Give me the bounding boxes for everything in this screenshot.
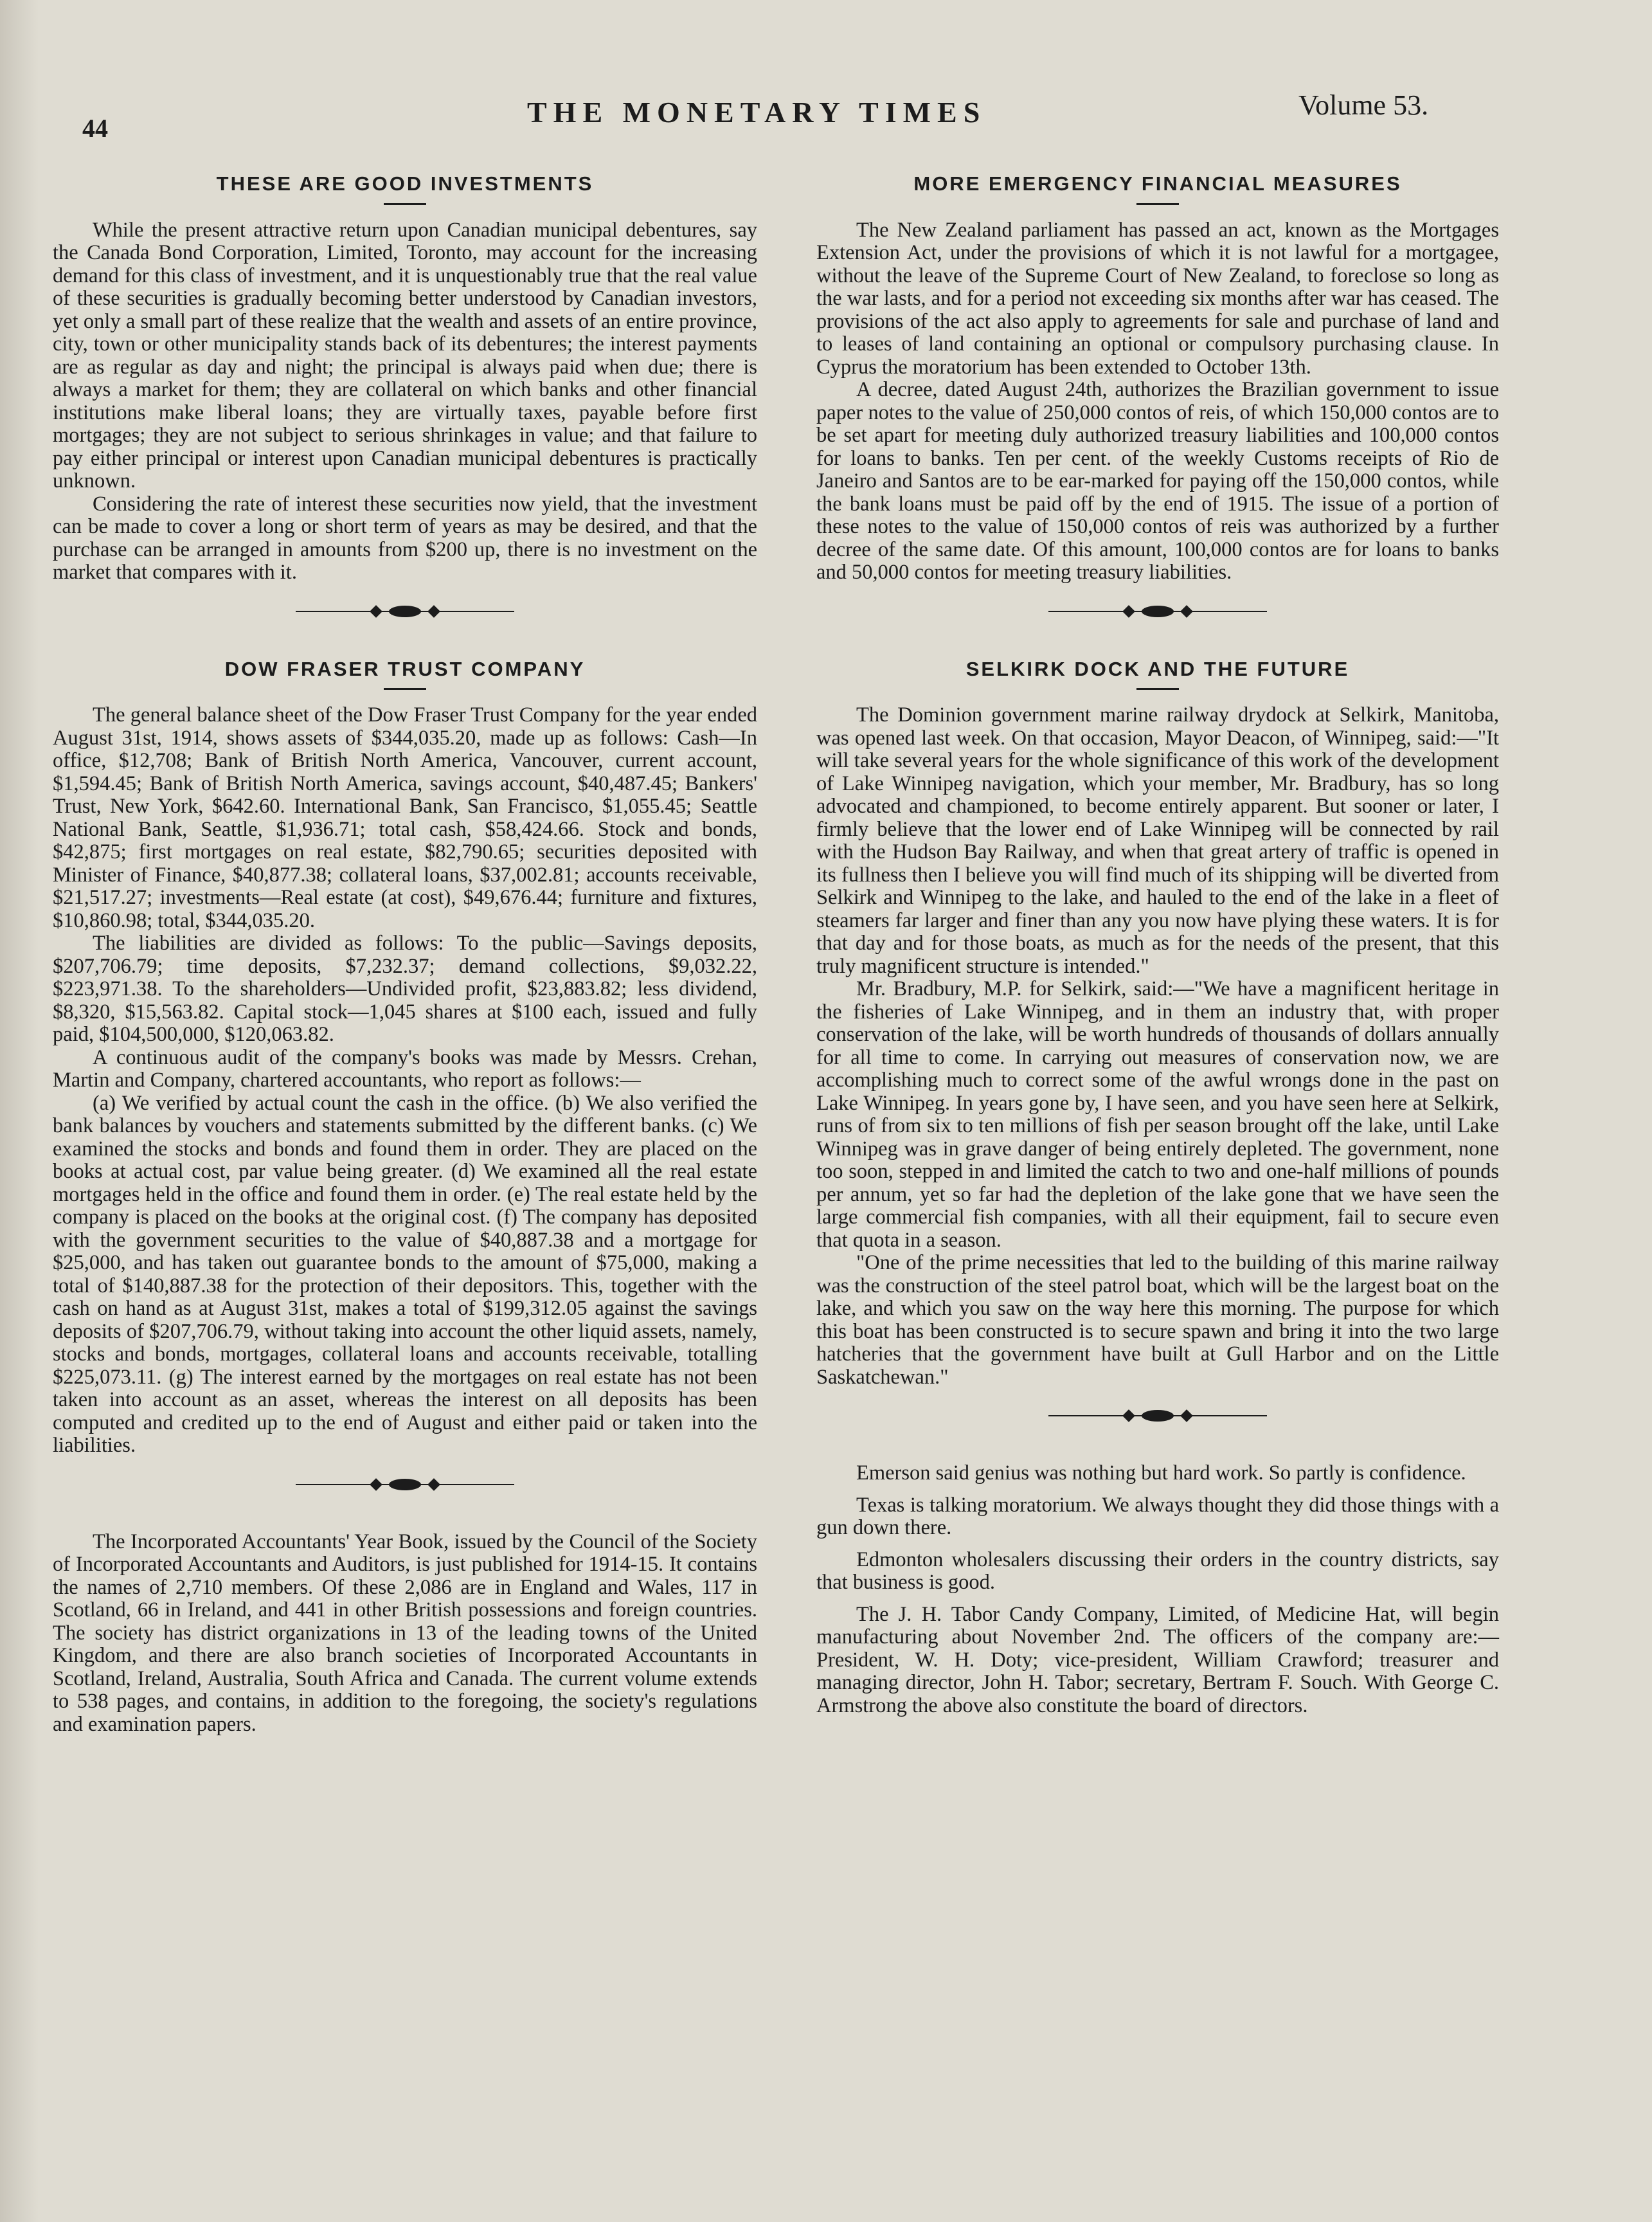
- section-ornament: [1048, 1408, 1267, 1423]
- article-paragraph: The Incorporated Accountants' Year Book, issued by the Council of the Society of Incorporated Accountants and Auditors, is just published for 1914-15. It contains the names of 2,710 members. Of these 2,086 are in England and Wales, 117 in Scotland, 66 in Ireland, and 441 in other British possessions and foreign countries. The society has district organizations in 13 of the leading towns of the United Kingdom, and there are also branch societies of Incorporated Accountants in Scotland, Ireland, Australia, South Africa and Canada. The current volume extends to 538 pages, and contains, in addition to the foregoing, the society's regulations and examination papers.: [53, 1530, 757, 1736]
- article-paragraph: The Dominion government marine railway drydock at Selkirk, Manitoba, was opened last week. On that occasion, Mayor Deacon, of Winnipeg, said:—"It will take several years for the whole significance of this work of the development of Lake Winnipeg navigation, which your member, Mr. Bradbury, has so long advocated and championed, to become entirely apparent. But sooner or later, I firmly believe that the lower end of Lake Winnipeg will be connected by rail with the Hudson Bay Railway, and when that great artery of traffic is opened in its fullness then I believe you will find much of its shipping will be diverted from Selkirk and Winnipeg to the lake, and hauled to the end of the lake in a fleet of steamers far larger and finer than any you now have plying these waters. It is for that day and for those boats, as much as for the needs of the present, that this truly magnificent structure is intended.": [816, 703, 1499, 978]
- note-paragraph: Emerson said genius was nothing but hard work. So partly is confidence.: [856, 1461, 1466, 1485]
- article-paragraph: The general balance sheet of the Dow Fraser Trust Company for the year ended August 31st, 1914, shows assets of $344,035.20, made up as follows: Cash—In office, $12,708; Bank of British North America, Vancouver, current account, $1,594.45; Bank of British North America, savings account, $40,487.45; Bankers' Trust, New York, $642.60. International Bank, San Francisco, $1,055.45; Seattle National Bank, Seattle, $1,936.71; total cash, $58,424.66. Stock and bonds, $42,875; first mortgages on real estate, $82,790.65; securities deposited with Minister of Finance, $40,877.38; collateral loans, $37,002.81; accounts receivable, $21,517.27; investments—Real estate (at cost), $49,676.44; furniture and fixtures, $10,860.98; total, $344,035.20.: [53, 703, 757, 932]
- article-accountants-year-book: [53, 1531, 757, 1737]
- article-paragraph: The liabilities are divided as follows: To the public—Savings deposits, $207,706.79; time deposits, $7,232.37; demand collections, $9,032.22, $223,971.38. To the shareholders—Undivided profit, $23,883.82; less dividend, $8,320, $15,563.82. Capital stock—1,045 shares at $100 each, issued and fully paid, $104,500,000, $120,063.82.: [53, 932, 757, 1046]
- article-paragraph: "One of the prime necessities that led to the building of this marine railway was the construction of the steel patrol boat, which will be the largest boat on the lake, and which you saw on the way here this morning. The purpose for which this boat has been constructed is to secure spawn and bring it into the two large hatcheries that the government have built at Gull Harbor and on the Little Saskatchewan.": [816, 1251, 1499, 1389]
- article-paragraph: A continuous audit of the company's books was made by Messrs. Crehan, Martin and Company, chartered accountants, who report as follows:—: [53, 1045, 757, 1092]
- note-paragraph: Edmonton wholesalers discussing their orders in the country districts, say that business is good.: [816, 1548, 1499, 1594]
- section-ornament: [1048, 604, 1267, 619]
- article-title: THESE ARE GOOD INVESTMENTS: [216, 172, 594, 195]
- article-paragraph: Mr. Bradbury, M.P. for Selkirk, said:—"We have a magnificent heritage in the fisheries of Lake Winnipeg, and in them an industry that, with proper conservation of the lake, will be worth hundreds of thousands of dollars annually for all time to come. In carrying out measures of conservation now, we are accomplishing much to correct some of the awful wrongs done in the past on Lake Winnipeg. In years gone by, I have seen, and you have seen here at Selkirk, runs of from six to ten millions of fish per season brought off the lake, until Lake Winnipeg was in grave danger of being entirely depleted. The government, none too soon, stepped in and limited the catch to two and one-half millions of pounds per annum, yet so far had the depletion of the lake gone that we have seen the large commercial fish companies, with all their equipment, fail to secure even that quota in a season.: [816, 977, 1499, 1252]
- note-paragraph: The J. H. Tabor Candy Company, Limited, of Medicine Hat, will begin manufacturing about November 2nd. The officers of the company are:—President, W. H. Doty; vice-president, William Crawford; treasurer and managing director, John H. Tabor; secretary, Bertram F. Souch. With George C. Armstrong the above also constitute the board of directors.: [816, 1602, 1499, 1717]
- title-rule: [384, 203, 426, 205]
- section-ornament: [296, 604, 514, 619]
- left-column: [53, 172, 757, 1736]
- article-paragraph: The New Zealand parliament has passed an act, known as the Mortgages Extension Act, under the provisions of which it is not lawful for a mortgagee, without the leave of the Supreme Court of New Zealand, to foreclose so long as the war lasts, and for a period not exceeding six months after war has ceased. The provisions of the act also apply to agreements for sale and purchase of land and to leases of land containing an optional or compulsory purchasing clause. In Cyprus the moratorium has been extended to October 13th.: [816, 218, 1499, 379]
- article-title: DOW FRASER TRUST COMPANY: [224, 657, 586, 680]
- title-rule: [384, 688, 426, 690]
- masthead: THE MONETARY TIMES: [527, 96, 987, 129]
- title-rule: [1136, 688, 1179, 690]
- article-dow-fraser: [53, 658, 757, 1458]
- note-paragraph: Texas is talking moratorium. We always thought they did those things with a gun down there.: [816, 1493, 1499, 1539]
- title-rule: [1136, 203, 1179, 205]
- page-number: 44: [82, 114, 108, 143]
- article-paragraph: While the present attractive return upon Canadian municipal debentures, say the Canada Bond Corporation, Limited, Toronto, may account for the increasing demand for this class of investment, and it is unquestionably true that the real value of these securities is gradually becoming better understood by Canadian investors, yet only a small part of these realize that the wealth and assets of an entire province, city, town or other municipality stands back of its debentures; the interest payments are as regular as day and night; the principal is always paid when due; there is always a market for them; they are collateral on which banks and other financial institutions make liberal loans; they are virtually taxes, payable before first mortgages; they are not subject to serious shrinkages in value; and that failure to pay either principal or interest upon Canadian municipal debentures is practically unknown.: [53, 218, 757, 492]
- article-paragraph: Considering the rate of interest these securities now yield, that the investment can be made to cover a long or short term of years as may be desired, and that the purchase can be arranged in amounts from $200 up, there is no investment on the market that compares with it.: [53, 492, 757, 584]
- article-title: SELKIRK DOCK AND THE FUTURE: [965, 657, 1350, 680]
- article-good-investments: [53, 172, 757, 584]
- volume-label: Volume 53.: [1298, 89, 1429, 121]
- right-column: [816, 172, 1499, 1726]
- short-notes: [816, 1462, 1499, 1717]
- section-ornament: [296, 1477, 514, 1492]
- page-edge-shadow: [0, 0, 39, 2222]
- article-paragraph: A decree, dated August 24th, authorizes the Brazilian government to issue paper notes to the value of 250,000 contos of reis, of which 150,000 contos are to be set apart for meeting duly authorized treasury liabilities and 100,000 contos for loans to banks. Ten per cent. of the weekly Customs receipts of Rio de Janeiro and Santos are to be ear-marked for paying off the 150,000 contos, while the bank loans must be paid off by the end of 1915. The issue of a portion of these notes to the value of 150,000 contos of reis was authorized by a further decree of the same date. Of this amount, 100,000 contos are for loans to banks and 50,000 contos for meeting treasury liabilities.: [816, 378, 1499, 584]
- article-selkirk-dock: [816, 658, 1499, 1389]
- article-title: MORE EMERGENCY FINANCIAL MEASURES: [913, 172, 1402, 195]
- article-paragraph: (a) We verified by actual count the cash in the office. (b) We also verified the bank balances by vouchers and statements submitted by the different banks. (c) We examined the stocks and bonds and found them in order. They are placed on the books at actual cost, par value being greater. (d) We examined all the real estate mortgages held in the office and found them in order. (e) The real estate held by the company is placed on the books at the original cost. (f) The company has deposited with the government securities to the value of $40,887.38 and a mortgage for $25,000, and has taken out guarantee bonds to the amount of $75,000, making a total of $140,887.38 for the protection of their depositors. This, together with the cash on hand as at August 31st, makes a total of $199,312.05 against the savings deposits of $207,706.79, without taking into account the other liquid assets, namely, stocks and bonds, mortgages, collateral loans and accounts receivable, totalling $225,073.11. (g) The interest earned by the mortgages on real estate has not been taken into account as an asset, whereas the interest on all deposits has been computed and credited up to the end of August and either paid or taken into the liabilities.: [53, 1091, 757, 1457]
- article-emergency-measures: [816, 172, 1499, 584]
